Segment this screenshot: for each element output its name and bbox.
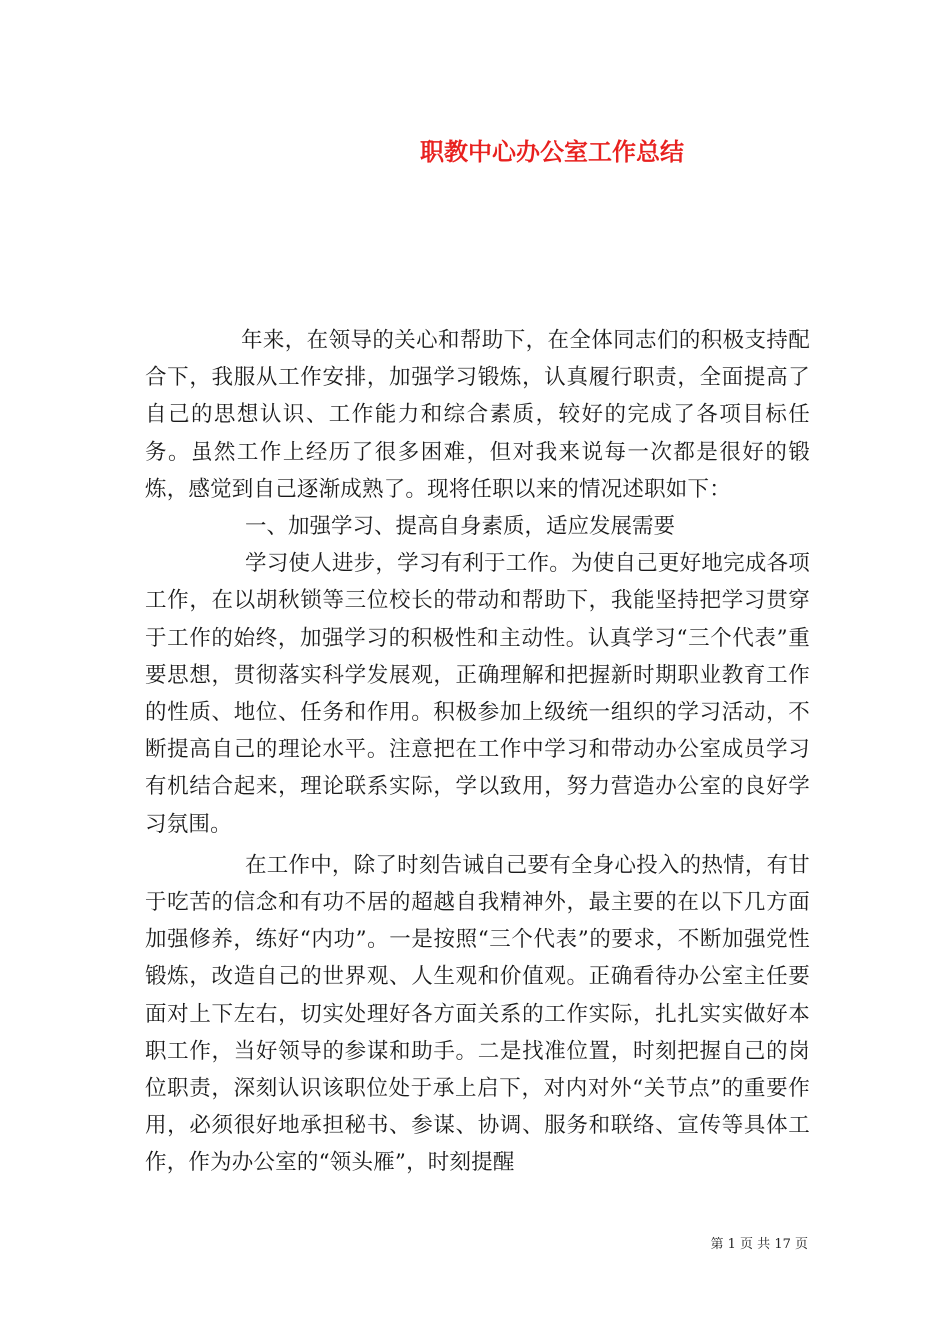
paragraph-work: 在工作中，除了时刻告诫自己要有全身心投入的热情，有甘于吃苦的信念和有功不居的超越自我精神外，最主要的在以下几方面加强修养，练好“内功”。一是按照“三个代表”的要求，不断加强党性锻炼，改造自己的世界观、人生观和价值观。正确看待办公室主任要面对上下左右，切实处理好各方面关系的工作实际，扎扎实实做好本职工作，当好领导的参谋和助手。二是找准位置，时刻把握自己的岗位职责，深刻认识该职位处于承上启下，对内对外“关节点”的重要作用，必须很好地承担秘书、参谋、协调、服务和联络、宣传等具体工作，作为办公室的“领头雁”，时刻提醒 — [145, 852, 810, 1176]
document-title: 职教中心办公室工作总结 — [420, 138, 684, 166]
document-body — [145, 322, 810, 1182]
paragraph-intro: 年来，在领导的关心和帮助下，在全体同志们的积极支持配合下，我服从工作安排，加强学习锻炼，认真履行职责，全面提高了自己的思想认识、工作能力和综合素质，较好的完成了各项目标任务。虽然工作上经历了很多困难，但对我来说每一次都是很好的锻炼，感觉到自己逐渐成熟了。现将任职以来的情况述职如下： — [145, 328, 810, 502]
paragraph-study: 学习使人进步，学习有利于工作。为使自己更好地完成各项工作，在以胡秋锁等三位校长的带动和帮助下，我能坚持把学习贯穿于工作的始终，加强学习的积极性和主动性。认真学习“三个代表”重要思想，贯彻落实科学发展观，正确理解和把握新时期职业教育工作的性质、地位、任务和作用。积极参加上级统一组织的学习活动，不断提高自己的理论水平。注意把在工作中学习和带动办公室成员学习有机结合起来，理论联系实际，学以致用，努力营造办公室的良好学习氛围。 — [145, 551, 810, 837]
section-heading: 一、加强学习、提高自身素质，适应发展需要 — [245, 514, 676, 540]
page-number-footer: 第 1 页 共 17 页 — [710, 1237, 808, 1252]
